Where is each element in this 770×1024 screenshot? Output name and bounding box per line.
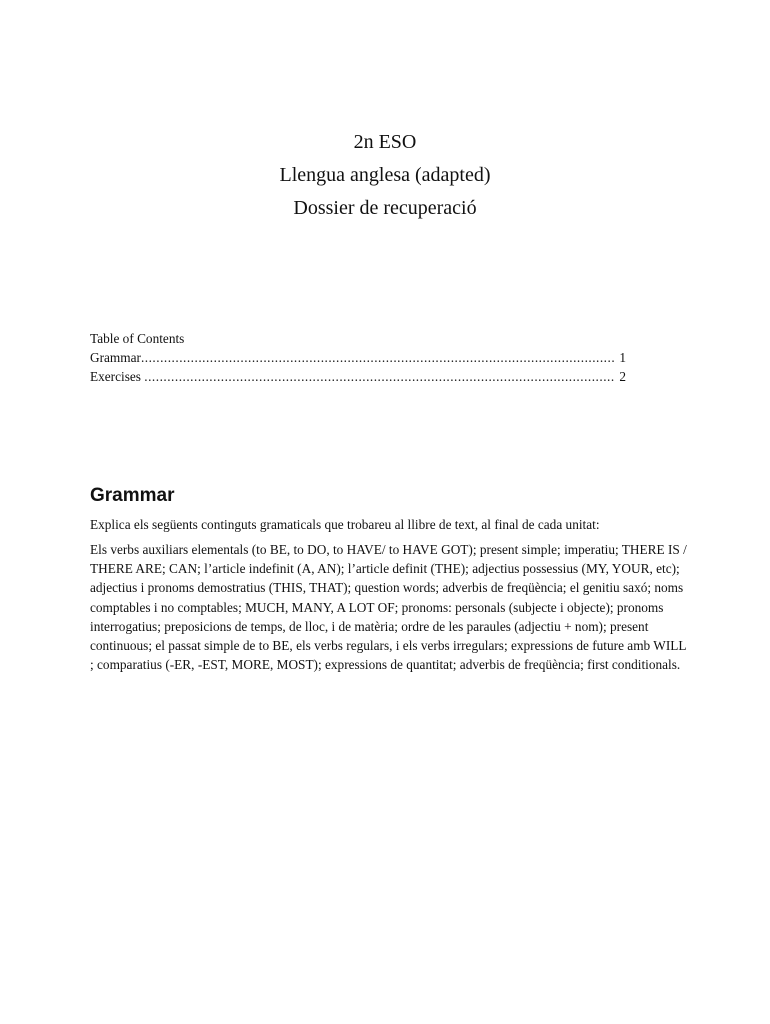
toc-entry-exercises[interactable]: [90, 367, 626, 386]
toc-heading: Table of Contents: [90, 331, 185, 346]
toc-entry-page: 1: [619, 350, 626, 365]
toc-entry-page: 2: [619, 369, 626, 384]
grammar-topics: Els verbs auxiliars elementals (to BE, to DO, to HAVE/ to HAVE GOT); present simple; imperatiu; THERE IS / THERE ARE; CAN; l’article indefinit (A, AN); l’article definit (THE); adjectius possessius (MY, YOUR, etc); adjectius i pronoms demostratius (THIS, THAT); question words; adverbis de freqüència; el genitiu saxó; noms comptables i no comptables; MUCH, MANY, A LOT OF; pronoms: personals (subjecte i objecte); pronoms interrogatius; preposicions de temps, de lloc, i de matèria; ordre de les paraules (adjectiu + nom); present continuous; el passat simple de to BE, els verbs regulars, i els verbs irregulars; expressions de future amb WILL ; comparatius (-ER, -EST, MORE, MOST); expressions de quantitat; adverbis de freqüència; first conditionals.: [90, 542, 687, 673]
grammar-heading: Grammar: [90, 485, 175, 506]
title-block: [0, 126, 770, 225]
toc-entry-label: Grammar: [90, 350, 141, 365]
grammar-intro: Explica els següents continguts gramaticals que trobareu al llibre de text, al final de cada unitat:: [90, 517, 600, 532]
toc-entry-label: Exercises: [90, 369, 145, 384]
subject-title: Llengua anglesa (adapted): [279, 164, 491, 186]
toc-leader-dots: [144, 367, 615, 386]
toc-leader-dots: [141, 348, 615, 367]
dossier-title: Dossier de recuperació: [293, 197, 477, 219]
toc-entry-grammar[interactable]: [90, 348, 626, 367]
table-of-contents: [90, 329, 626, 386]
course-title: 2n ESO: [353, 131, 417, 153]
